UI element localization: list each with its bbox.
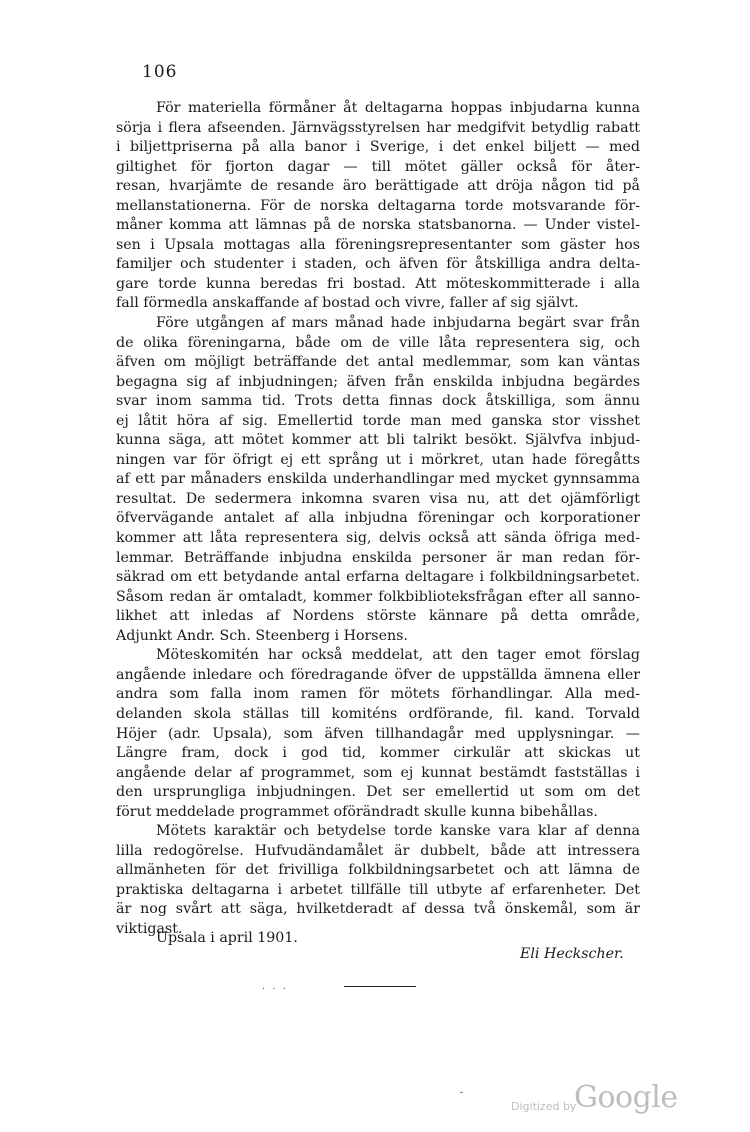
text-line: ningen var för öfrigt ej ett språng ut i mörkret, utan hade föregåtts [116, 451, 640, 468]
digitized-by-label: Digitized by [511, 1100, 577, 1113]
text-line: angående delar af programmet, som ej kunnat bestämdt fastställas i [116, 764, 640, 781]
text-line: resultat. De sedermera inkomna svaren visa nu, att det ojämförligt [116, 490, 640, 507]
text-line: Mötets karaktär och betydelse torde kanske vara klar af denna [156, 823, 640, 840]
body-text [116, 99, 640, 940]
text-line: angående inledare och föredragande öfver de uppställda ämnena eller [116, 666, 640, 683]
text-line: sen i Upsala mottagas alla föreningsrepresentanter som gäster hos [116, 236, 640, 253]
text-line: kommer att låta representera sig, delvis också att sända öfriga med- [116, 530, 640, 547]
text-line: öfvervägande antalet af alla inbjudna föreningar och korporationer [116, 510, 640, 527]
text-line: delanden skola ställas till komiténs ordförande, fil. kand. Torvald [116, 705, 640, 722]
text-line: andra som falla inom ramen för mötets förhandlingar. Alla med- [116, 686, 640, 703]
text-line: af ett par månaders enskilda underhandlingar med mycket gynnsamma [116, 471, 640, 488]
text-line: Före utgången af mars månad hade inbjudarna begärt svar från [156, 315, 640, 332]
text-line: familjer och studenter i staden, och äfven för åtskilliga andra delta- [116, 256, 640, 273]
text-line: allmänheten för det frivilliga folkbildningsarbetet och att lämna de [116, 862, 640, 879]
text-line: är nog svårt att säga, hvilketderadt af dessa två önskemål, som är [116, 901, 640, 918]
page-number: 106 [142, 62, 178, 82]
text-line: mellanstationerna. För de norska deltagarna torde motsvarande för- [116, 197, 640, 214]
text-line: kunna säga, att mötet kommer att bli talrikt besökt. Självfva inbjud- [116, 432, 640, 449]
text-line: gare torde kunna beredas fri bostad. Att möteskommitterade i alla [116, 275, 640, 292]
text-line: Längre fram, dock i god tid, kommer cirkulär att skickas ut [116, 745, 640, 762]
google-logo: Google [574, 1080, 678, 1115]
text-line: begagna sig af inbjudningen; äfven från enskilda inbjudna begärdes [116, 373, 640, 390]
text-line: svar inom samma tid. Trots detta finnas dock åtskilliga, som ännu [116, 393, 640, 410]
text-line: lilla redogörelse. Hufvudändamålet är dubbelt, både att intressera [116, 842, 640, 859]
text-line: För materiella förmåner åt deltagarna hoppas inbjudarna kunna [156, 100, 640, 116]
text-line: resan, hvarjämte de resande äro berättigade att dröja någon tid på [116, 178, 640, 195]
text-line: ej låtit höra af sig. Emellertid torde man med ganska stor visshet [116, 412, 640, 429]
text-line: praktiska deltagarna i arbetet tillfälle till utbyte af erfarenheter. Det [116, 881, 640, 898]
text-line: sörja i flera afseenden. Järnvägsstyrelsen har medgifvit betydlig rabatt [116, 119, 640, 136]
text-line: de olika föreningarna, både om de ville låta representera sig, och [116, 334, 640, 351]
text-line: säkrad om ett betydande antal erfarna deltagare i folkbildningsarbetet. [116, 569, 640, 586]
text-line: Höjer (adr. Upsala), som äfven tillhandagår med upplysningar. — [116, 725, 640, 742]
text-line: viktigast. [116, 920, 183, 937]
text-line: förut meddelade programmet oförändradt skulle kunna bibehållas. [116, 803, 598, 820]
text-line: i biljettpriserna på alla banor i Sverige, i det enkel biljett — med [116, 139, 640, 156]
text-line: måner komma att lämnas på de norska statsbanorna. — Under vistel- [116, 217, 640, 234]
text-line: Möteskomitén har också meddelat, att den tager emot förslag [156, 647, 640, 664]
text-line: Adjunkt Andr. Sch. Steenberg i Horsens. [116, 627, 408, 644]
closing-rule [344, 986, 416, 987]
signature: Eli Heckscher. [520, 946, 624, 962]
ellipsis-mark: · · · [262, 984, 288, 995]
text-line: giltighet för fjorton dagar — till mötet gäller också för åter- [116, 158, 640, 175]
text-line: äfven om möjligt beträffande det antal medlemmar, som kan väntas [116, 354, 640, 371]
text-line: lemmar. Beträffande inbjudna enskilda personer är man redan för- [116, 549, 640, 566]
text-line: Såsom redan är omtaladt, kommer folkbiblioteksfrågan efter all sanno- [116, 588, 640, 605]
dateline: Upsala i april 1901. [156, 930, 298, 946]
text-line: likhet att inledas af Nordens störste kännare på detta område, [116, 608, 640, 625]
text-line: fall förmedla anskaffande af bostad och vivre, faller af sig självt. [116, 295, 579, 312]
stray-mark: ˘ [459, 1092, 464, 1103]
text-line: den ursprungliga inbjudningen. Det ser emellertid ut som om det [116, 784, 640, 801]
